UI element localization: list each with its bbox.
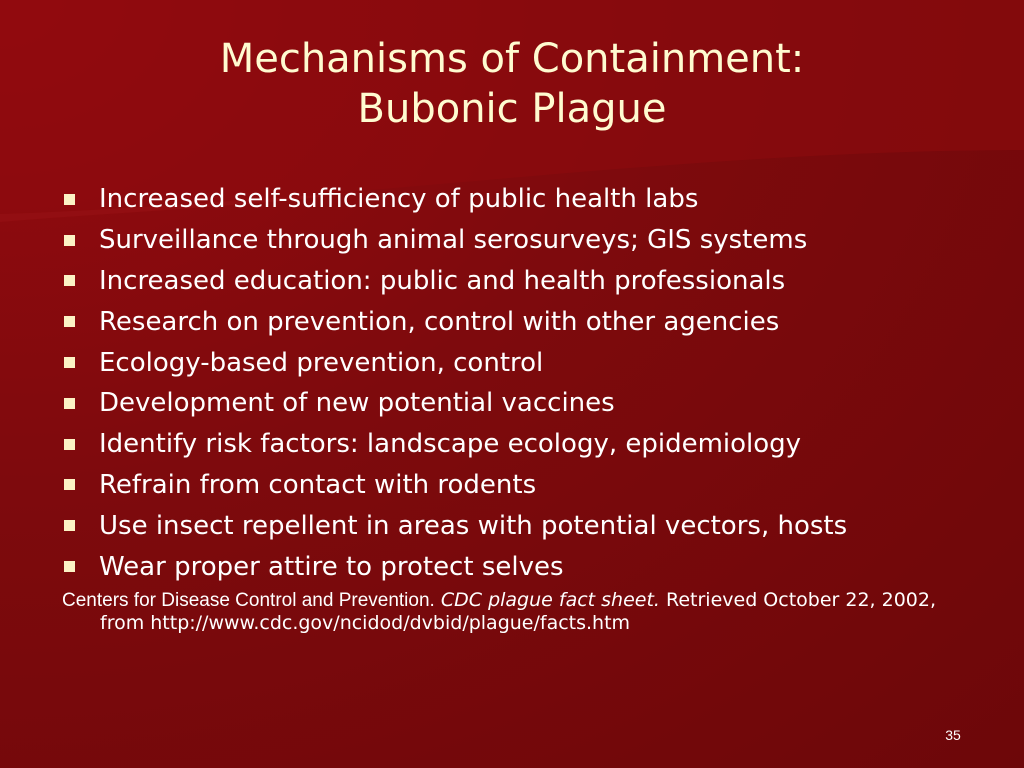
bullet-item xyxy=(64,220,1014,261)
title-line-1: Mechanisms of Containment: xyxy=(219,36,805,82)
bullet-item xyxy=(64,342,1014,383)
bullet-text: Identify risk factors: landscape ecology, epidemiology xyxy=(99,429,802,460)
bullet-text: Increased education: public and health professionals xyxy=(99,265,786,296)
slide-title xyxy=(0,34,1024,134)
citation-org: Centers for Disease Control and Prevention. xyxy=(62,590,435,611)
bullet-text: Development of new potential vaccines xyxy=(99,388,615,419)
square-bullet-icon xyxy=(64,194,75,205)
bullet-text: Ecology-based prevention, control xyxy=(99,347,544,378)
square-bullet-icon xyxy=(64,439,75,450)
title-line-2: Bubonic Plague xyxy=(357,86,667,132)
square-bullet-icon xyxy=(64,316,75,327)
bullet-item xyxy=(64,465,1014,506)
bullet-item xyxy=(64,546,1014,587)
square-bullet-icon xyxy=(64,235,75,246)
citation xyxy=(62,589,960,634)
bullet-text: Refrain from contact with rodents xyxy=(99,469,537,500)
bullet-text: Increased self-sufficiency of public health labs xyxy=(99,184,699,215)
bullet-item xyxy=(64,505,1014,546)
bullet-item xyxy=(64,261,1014,302)
citation-title: CDC plague fact sheet. xyxy=(440,589,660,611)
square-bullet-icon xyxy=(64,479,75,490)
bullet-list xyxy=(64,179,1014,587)
bullet-item xyxy=(64,301,1014,342)
square-bullet-icon xyxy=(64,520,75,531)
citation-rest: Retrieved October 22, 2002, from http://www.cdc.gov/ncidod/dvbid/plague/facts.htm xyxy=(100,589,937,634)
square-bullet-icon xyxy=(64,275,75,286)
bullet-text: Use insect repellent in areas with potential vectors, hosts xyxy=(99,510,848,541)
bullet-item xyxy=(64,383,1014,424)
page-number: 35 xyxy=(945,727,961,743)
square-bullet-icon xyxy=(64,357,75,368)
bullet-item xyxy=(64,424,1014,465)
bullet-text: Wear proper attire to protect selves xyxy=(99,551,564,582)
square-bullet-icon xyxy=(64,561,75,572)
bullet-text: Research on prevention, control with other agencies xyxy=(99,306,780,337)
bullet-item xyxy=(64,179,1014,220)
square-bullet-icon xyxy=(64,398,75,409)
bullet-text: Surveillance through animal serosurveys; GIS systems xyxy=(99,225,808,256)
